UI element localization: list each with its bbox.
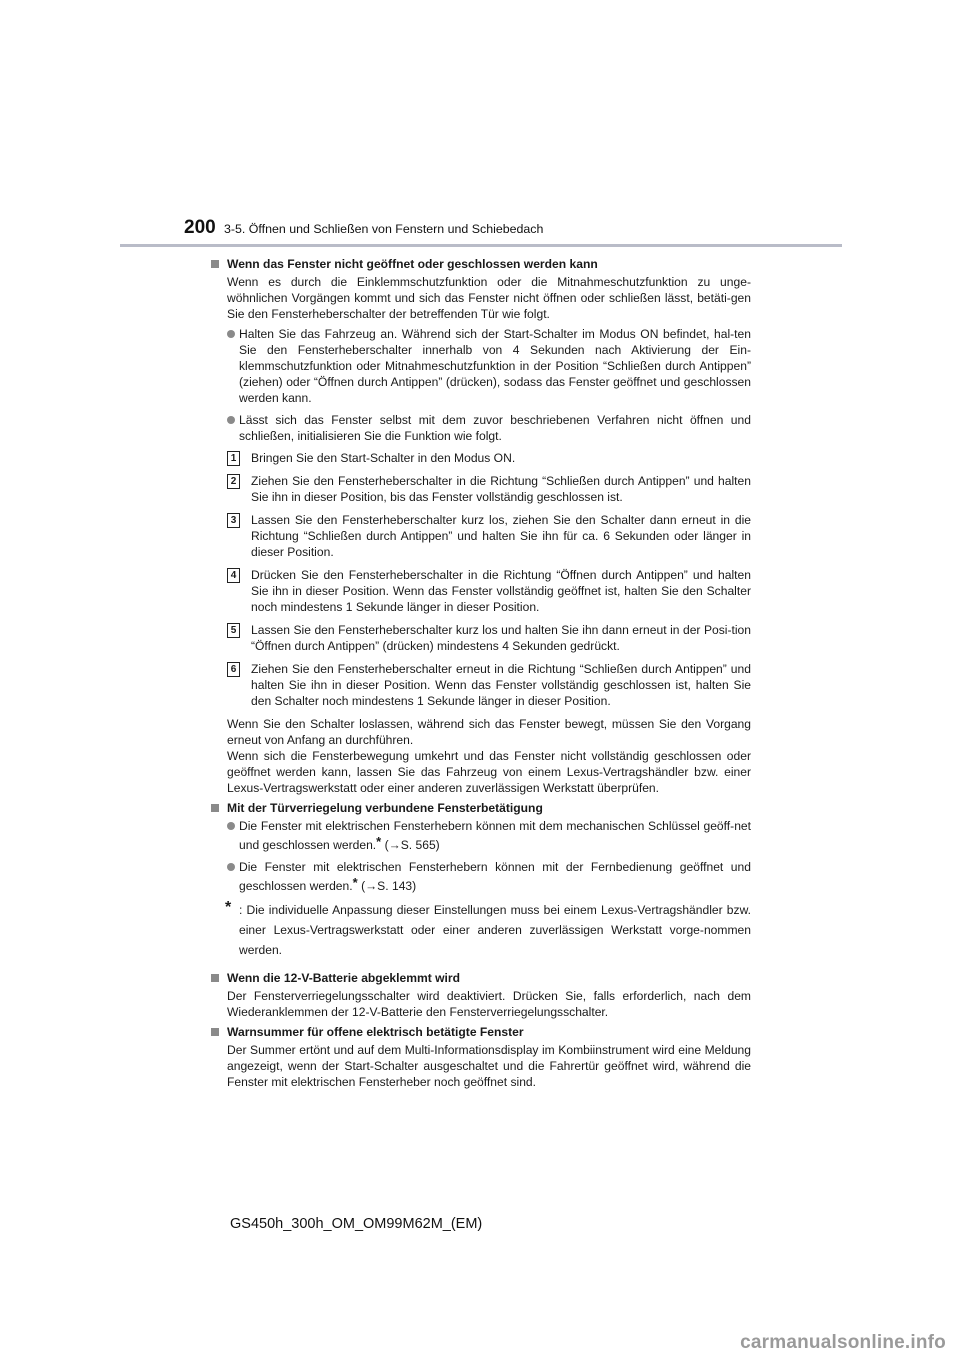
watermark-text: carmanualsonline.info bbox=[740, 1332, 946, 1353]
page-number: 200 bbox=[184, 217, 216, 238]
section-battery-disconnect bbox=[211, 970, 751, 1020]
section-heading: Wenn das Fenster nicht geöffnet oder geschlossen werden kann bbox=[211, 256, 751, 272]
footnote: * : Die individuelle Anpassung dieser Einstellungen muss bei einem Lexus-Vertragshändler bzw. einer Lexus-Vertragswerkstatt oder einer anderen zuverlässigen Werkstatt vorge-nommen werden. bbox=[225, 899, 751, 957]
step-number-badge: 6 bbox=[227, 662, 240, 677]
page-reference: (→S. 143) bbox=[361, 879, 417, 893]
square-bullet-icon bbox=[211, 804, 219, 812]
step-number-badge: 4 bbox=[227, 568, 240, 583]
closing-note: Wenn Sie den Schalter loslassen, während sich das Fenster bewegt, müssen Sie den Vorgang erneut von Anfang an durchführen. bbox=[227, 717, 751, 747]
bullet-item: Die Fenster mit elektrischen Fensterhebern können mit dem mechanischen Schlüssel geöff-net und geschlossen werden.* (→S. 565) bbox=[211, 818, 751, 853]
footnote-star: * bbox=[225, 899, 232, 916]
step-item: 5 Lassen Sie den Fensterheberschalter kurz los und halten Sie ihn dann erneut in der Posi-tion “Öffnen durch Antippen” (drücken) mindestens 4 Sekunden gedrückt. bbox=[211, 622, 751, 654]
page-reference: (→S. 565) bbox=[384, 838, 440, 852]
bullet-item: Die Fenster mit elektrischen Fensterhebern können mit der Fernbedienung geöffnet und geschlossen werden.* (→S. 143) bbox=[211, 859, 751, 894]
step-number-badge: 3 bbox=[227, 513, 240, 528]
step-item: 4 Drücken Sie den Fensterheberschalter in die Richtung “Öffnen durch Antippen” und halten Sie ihn in dieser Position. Wenn das Fenster vollständig geöffnet ist, halten Sie den Schalter noch mindestens 1 Sekunde länger in dieser Position. bbox=[211, 567, 751, 615]
round-bullet-icon bbox=[227, 416, 235, 424]
round-bullet-icon bbox=[227, 863, 235, 871]
header-rule bbox=[120, 244, 842, 247]
section-heading: Wenn die 12-V-Batterie abgeklemmt wird bbox=[211, 970, 751, 986]
footnote-marker: * bbox=[352, 875, 358, 890]
round-bullet-icon bbox=[227, 822, 235, 830]
step-item: 1 Bringen Sie den Start-Schalter in den Modus ON. bbox=[211, 450, 751, 466]
step-item: 2 Ziehen Sie den Fensterheberschalter in die Richtung “Schließen durch Antippen” und halten Sie ihn in dieser Position, bis das Fenster vollständig geschlossen ist. bbox=[211, 473, 751, 505]
bullet-item: Halten Sie das Fahrzeug an. Während sich der Start-Schalter im Modus ON befindet, hal-ten Sie den Fensterheberschalter innerhalb von 4 Sekunden nach Aktivierung der Ein-klemmschutzfunktion oder Mitnahmeschutzfunktion in der Position “Schließen durch Antippen” (ziehen) oder “Öffnen durch Antippen” (drücken), sodass das Fenster geöffnet und geschlossen werden kann. bbox=[211, 326, 751, 406]
square-bullet-icon bbox=[211, 974, 219, 982]
section-heading: Mit der Türverriegelung verbundene Fensterbetätigung bbox=[211, 800, 751, 816]
section-heading: Warnsummer für offene elektrisch betätigte Fenster bbox=[211, 1024, 751, 1040]
round-bullet-icon bbox=[227, 330, 235, 338]
section-door-lock-linked bbox=[211, 800, 751, 960]
square-bullet-icon bbox=[211, 1028, 219, 1036]
page-header bbox=[120, 212, 842, 248]
closing-note: Wenn sich die Fensterbewegung umkehrt und das Fenster nicht vollständig geschlossen oder geöffnet werden kann, lassen Sie das Fahrzeug von einem Lexus-Vertragshändler bzw. einer Lexus-Vertragswerkstatt oder einer anderen zuverlässigen Werkstatt überprüfen. bbox=[227, 749, 751, 795]
bullet-item: Lässt sich das Fenster selbst mit dem zuvor beschriebenen Verfahren nicht öffnen und schließen, initialisieren Sie die Funktion wie folgt. bbox=[211, 412, 751, 444]
step-item: 3 Lassen Sie den Fensterheberschalter kurz los, ziehen Sie den Schalter dann erneut in die Richtung “Schließen durch Antippen” und halten Sie ihn für ca. 6 Sekunden oder länger in dieser Position. bbox=[211, 512, 751, 560]
step-number-badge: 2 bbox=[227, 474, 240, 489]
step-number-badge: 1 bbox=[227, 451, 240, 466]
document-code: GS450h_300h_OM_OM99M62M_(EM) bbox=[230, 1216, 483, 1232]
paragraph: Der Summer ertönt und auf dem Multi-Informationsdisplay im Kombiinstrument wird eine Meldung angezeigt, wenn der Start-Schalter ausgeschaltet und die Fahrertür geöffnet wird, während die Fenster mit elektrischen Fensterheber noch geöffnet sind. bbox=[227, 1043, 751, 1089]
paragraph: Der Fensterverriegelungsschalter wird deaktiviert. Drücken Sie, falls erforderlich, nach dem Wiederanklemmen der 12-V-Batterie den Fensterverriegelungsschalter. bbox=[227, 989, 751, 1019]
section-window-fail bbox=[211, 256, 751, 796]
paragraph: Wenn es durch die Einklemmschutzfunktion oder die Mitnahmeschutzfunktion zu unge-wöhnlichen Vorgängen kommt und sich das Fenster nicht öffnen oder schließen lässt, betäti-gen Sie den Fensterheberschalter der betreffenden Tür wie folgt. bbox=[227, 275, 751, 321]
square-bullet-icon bbox=[211, 260, 219, 268]
footnote-marker: * bbox=[376, 834, 382, 849]
section-warning-buzzer bbox=[211, 1024, 751, 1090]
step-number-badge: 5 bbox=[227, 623, 240, 638]
page-content bbox=[211, 256, 751, 1094]
section-title: 3-5. Öffnen und Schließen von Fenstern und Schiebedach bbox=[224, 222, 544, 236]
step-item: 6 Ziehen Sie den Fensterheberschalter erneut in die Richtung “Schließen durch Antippen” und halten Sie ihn in dieser Position. Wenn das Fenster vollständig geschlossen ist, halten Sie den Schalter noch mindestens 1 Sekunde länger in dieser Position. bbox=[211, 661, 751, 709]
